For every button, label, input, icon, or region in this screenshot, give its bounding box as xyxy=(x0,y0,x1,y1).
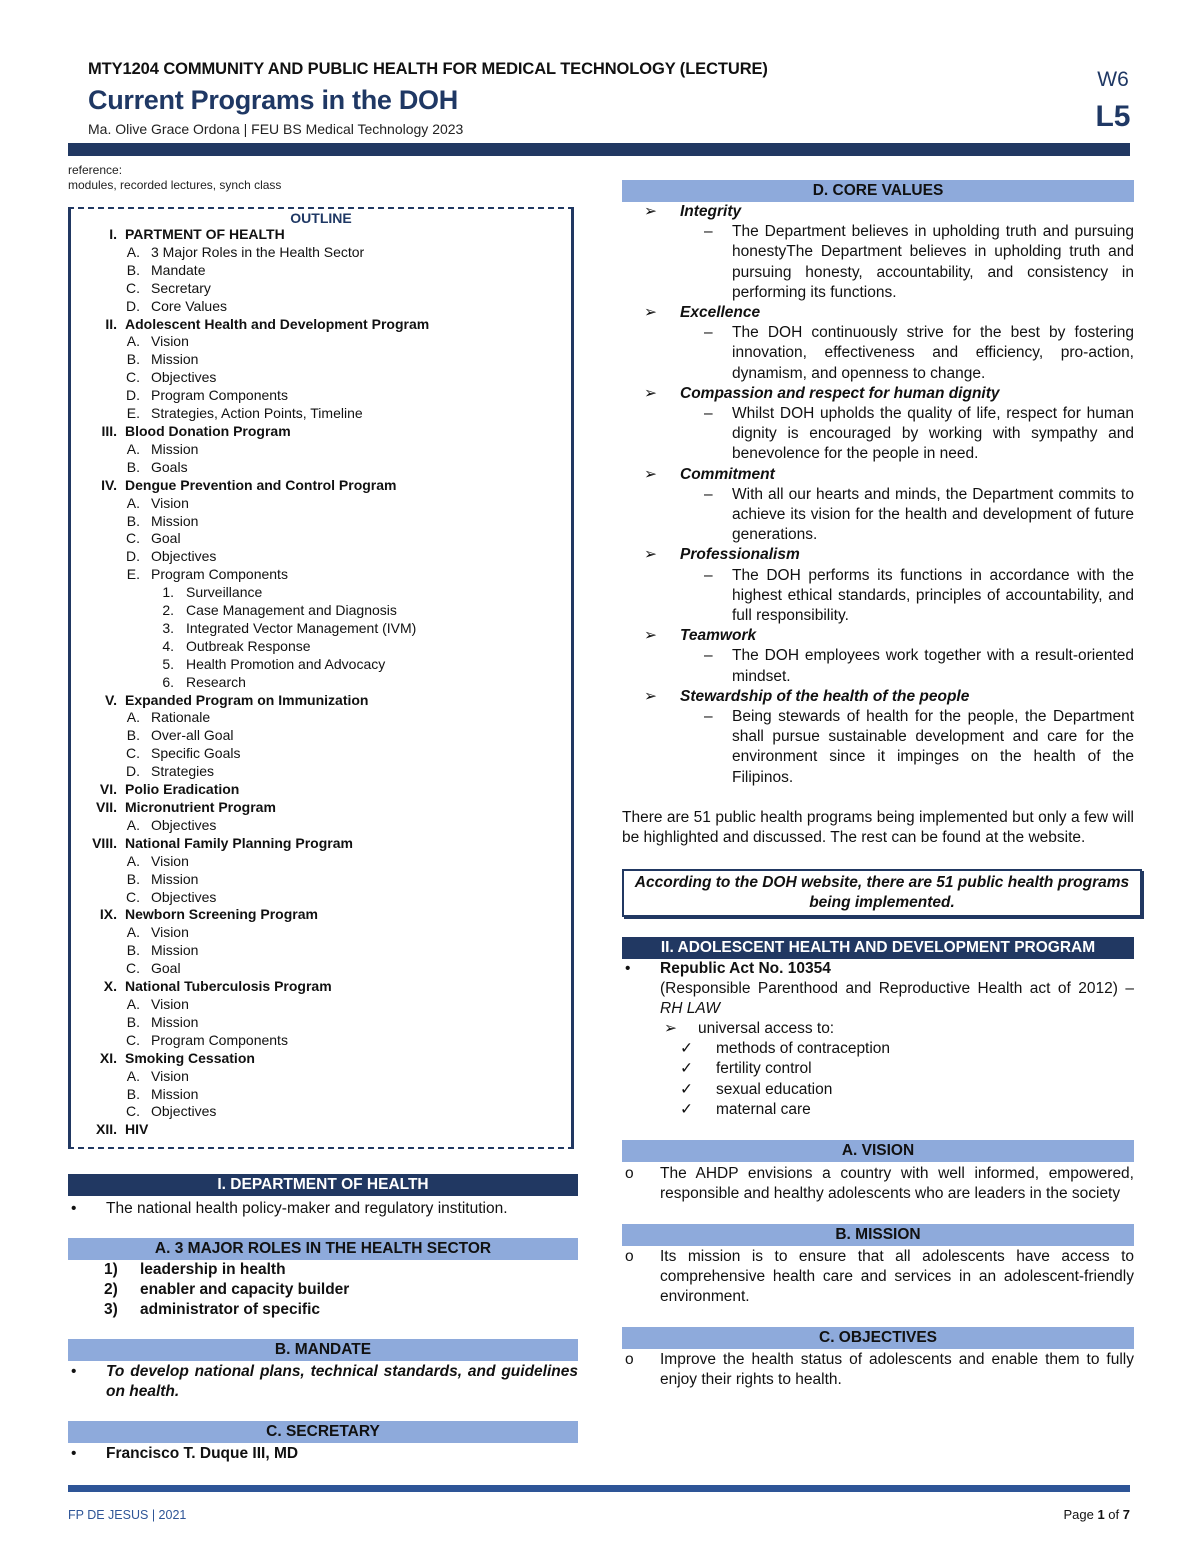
arrow-icon: ➢ xyxy=(644,384,657,402)
arrow-icon: ➢ xyxy=(644,627,657,645)
outline-text: Mission xyxy=(151,942,199,959)
secretary-name: Francisco T. Duque III, MD xyxy=(106,1445,299,1462)
outline-item xyxy=(71,942,571,960)
outline-list xyxy=(71,226,571,1139)
outline-number: 3. xyxy=(162,619,174,636)
outline-number: D. xyxy=(126,387,140,404)
programs-note: There are 51 public health programs being implemented but only a few will be highlighted and discussed. The rest can be found at the website. xyxy=(622,808,1134,847)
outline-number: A. xyxy=(126,995,140,1012)
list-item xyxy=(622,959,1134,979)
outline-number: B. xyxy=(126,870,140,887)
outline-text: Blood Donation Program xyxy=(125,422,291,439)
dash-icon: – xyxy=(704,647,713,665)
role-text: leadership in health xyxy=(140,1261,286,1278)
core-value-description xyxy=(622,323,1134,384)
outline-text: Vision xyxy=(151,924,189,941)
law-desc-text: (Responsible Parenthood and Reproductive Health act of 2012) – xyxy=(660,979,1134,997)
outline-item xyxy=(71,674,571,692)
core-value-text: The DOH performs its functions in accordance with the highest ethical standards, principles of accountability, and full responsibility. xyxy=(732,566,1134,625)
core-value-description xyxy=(622,707,1134,788)
outline-number: C. xyxy=(126,960,140,977)
outline-text: Objectives xyxy=(151,1103,217,1120)
outline-number: B. xyxy=(126,351,140,368)
callout-box: According to the DOH website, there are 51 public health programs being implemented. xyxy=(622,869,1142,917)
author-line: Ma. Olive Grace Ordona | FEU BS Medical Technology 2023 xyxy=(88,121,464,137)
list-item xyxy=(68,1260,578,1280)
outline-text: Research xyxy=(186,673,246,690)
dash-icon: – xyxy=(704,485,713,503)
outline-item xyxy=(71,1014,571,1032)
bullet-icon: • xyxy=(71,1200,77,1217)
core-value-text: The DOH employees work together with a result-oriented mindset. xyxy=(732,647,1134,685)
access-item-text: sexual education xyxy=(716,1080,833,1098)
outline-item xyxy=(71,405,571,423)
core-value-title: Professionalism xyxy=(680,546,800,564)
outline-item xyxy=(71,262,571,280)
outline-text: Mission xyxy=(151,1085,199,1102)
outline-number: B. xyxy=(126,1085,140,1102)
outline-item xyxy=(71,763,571,781)
section-heading-objectives: C. OBJECTIVES xyxy=(622,1327,1134,1349)
outline-box xyxy=(68,207,574,1149)
outline-item xyxy=(71,1050,571,1068)
outline-number: C. xyxy=(126,369,140,386)
outline-number: A. xyxy=(126,709,140,726)
core-value-text: The DOH continuously strive for the best by fostering innovation, effectiveness and efficiency, pro-action, dynamism, and openness to change. xyxy=(732,324,1134,382)
outline-item xyxy=(71,817,571,835)
circle-bullet-icon: o xyxy=(625,1247,634,1265)
core-value-description xyxy=(622,566,1134,627)
outline-item xyxy=(71,459,571,477)
outline-item xyxy=(71,889,571,907)
outline-text: Over-all Goal xyxy=(151,727,234,744)
total-pages: 7 xyxy=(1122,1507,1130,1522)
outline-item xyxy=(71,835,571,853)
outline-text: Mandate xyxy=(151,261,206,278)
core-value-item xyxy=(622,202,1134,222)
check-icon: ✓ xyxy=(680,1040,693,1058)
circle-bullet-icon: o xyxy=(625,1350,634,1368)
law-description xyxy=(660,979,1134,1019)
reference-block xyxy=(68,163,578,193)
footer-divider-bar xyxy=(68,1485,1130,1492)
outline-text: National Tuberculosis Program xyxy=(125,978,332,995)
outline-text: Surveillance xyxy=(186,584,263,601)
core-value-title: Excellence xyxy=(680,304,761,322)
outline-number: XI. xyxy=(99,1049,117,1066)
access-item xyxy=(622,1039,1134,1059)
outline-item xyxy=(71,351,571,369)
outline-number: E. xyxy=(126,405,140,422)
arrow-icon: ➢ xyxy=(644,203,657,220)
reference-sources: modules, recorded lectures, synch class xyxy=(68,178,282,192)
outline-item xyxy=(71,441,571,459)
check-icon: ✓ xyxy=(680,1060,693,1078)
bullet-icon: • xyxy=(71,1445,77,1462)
footer-credit: FP DE JESUS | 2021 xyxy=(68,1508,187,1522)
core-value-description xyxy=(622,222,1134,303)
outline-text: Outbreak Response xyxy=(186,637,311,654)
outline-text: Vision xyxy=(151,995,189,1012)
mission-text: Its mission is to ensure that all adolescents have access to comprehensive health care and services in an adolescent-friendly environment. xyxy=(660,1247,1134,1305)
outline-text: Mission xyxy=(151,440,199,457)
outline-number: A. xyxy=(126,494,140,511)
objectives-text: Improve the health status of adolescents and enable them to fully enjoy their rights to health. xyxy=(660,1350,1134,1388)
lesson-label: L5 xyxy=(1095,100,1131,133)
core-value-title: Commitment xyxy=(680,465,775,483)
roles-list xyxy=(68,1260,578,1320)
section-heading-secretary: C. SECRETARY xyxy=(68,1421,578,1443)
list-item xyxy=(622,979,1134,1019)
outline-number: III. xyxy=(101,422,117,439)
list-number: 3) xyxy=(104,1301,118,1318)
outline-number: X. xyxy=(103,978,117,995)
outline-text: Program Components xyxy=(151,566,288,583)
outline-title: OUTLINE xyxy=(290,210,352,226)
outline-text: Health Promotion and Advocacy xyxy=(186,655,386,672)
outline-item xyxy=(71,1103,571,1121)
outline-number: 5. xyxy=(162,655,174,672)
outline-number: E. xyxy=(126,566,140,583)
outline-text: Objectives xyxy=(151,816,217,833)
section-heading-mandate: B. MANDATE xyxy=(68,1339,578,1361)
outline-text: Objectives xyxy=(151,369,217,386)
outline-text: Strategies, Action Points, Timeline xyxy=(151,405,363,422)
outline-item xyxy=(71,871,571,889)
outline-text: Core Values xyxy=(151,297,228,314)
outline-item xyxy=(71,906,571,924)
access-item-text: fertility control xyxy=(716,1060,812,1078)
outline-item xyxy=(71,369,571,387)
page-title: Current Programs in the DOH xyxy=(88,85,458,115)
core-value-item xyxy=(622,626,1134,646)
outline-number: I. xyxy=(109,226,117,242)
page-number: Page 1 of 7 xyxy=(1063,1507,1130,1522)
role-text: administrator of specific xyxy=(140,1301,321,1318)
outline-item xyxy=(71,280,571,298)
outline-number: V. xyxy=(105,691,117,708)
list-item xyxy=(68,1362,578,1402)
outline-number: C. xyxy=(126,530,140,547)
core-value-item xyxy=(622,384,1134,404)
outline-item xyxy=(71,566,571,584)
outline-item xyxy=(71,924,571,942)
outline-text: Vision xyxy=(151,494,189,511)
bullet-icon: • xyxy=(71,1363,77,1380)
outline-number: IX. xyxy=(99,906,117,923)
outline-item xyxy=(71,1086,571,1104)
course-title: MTY1204 COMMUNITY AND PUBLIC HEALTH FOR MEDICAL TECHNOLOGY (LECTURE) xyxy=(88,60,768,78)
section-heading-ahdp: II. ADOLESCENT HEALTH AND DEVELOPMENT PROGRAM xyxy=(622,937,1134,959)
outline-number: B. xyxy=(126,727,140,744)
list-item xyxy=(68,1199,578,1219)
outline-number: VII. xyxy=(95,799,117,815)
dash-icon: – xyxy=(704,708,713,726)
outline-item xyxy=(71,226,571,244)
arrow-icon: ➢ xyxy=(664,1019,677,1037)
outline-item xyxy=(71,978,571,996)
outline-number: D. xyxy=(126,548,140,565)
outline-item xyxy=(71,996,571,1014)
core-values-list xyxy=(622,202,1134,788)
outline-number: A. xyxy=(126,333,140,350)
outline-number: 6. xyxy=(162,673,174,690)
outline-text: Vision xyxy=(151,1067,189,1084)
outline-number: 4. xyxy=(162,637,174,654)
outline-text: Mission xyxy=(151,512,199,529)
access-item xyxy=(622,1100,1134,1120)
outline-number: A. xyxy=(126,1067,140,1084)
dash-icon: – xyxy=(704,324,713,342)
outline-text: HIV xyxy=(125,1121,149,1138)
outline-item xyxy=(71,244,571,262)
outline-text: Smoking Cessation xyxy=(125,1049,255,1066)
outline-item xyxy=(71,1068,571,1086)
outline-item xyxy=(71,853,571,871)
list-number: 2) xyxy=(104,1281,118,1298)
outline-text: Rationale xyxy=(151,709,211,726)
access-item-text: methods of contraception xyxy=(716,1040,891,1058)
access-item xyxy=(622,1080,1134,1100)
outline-item xyxy=(71,513,571,531)
vision-text: The AHDP envisions a country with well informed, empowered, responsible and healthy adolescents who are leaders in the society xyxy=(660,1164,1134,1202)
section-heading-core-values: D. CORE VALUES xyxy=(622,180,1134,202)
outline-text: Objectives xyxy=(151,888,217,905)
list-item xyxy=(622,1247,1134,1307)
core-value-title: Teamwork xyxy=(680,627,757,645)
outline-number: 1. xyxy=(162,584,174,601)
outline-item xyxy=(71,692,571,710)
outline-text: Specific Goals xyxy=(151,745,241,762)
outline-number: C. xyxy=(126,1103,140,1120)
outline-text: Secretary xyxy=(151,279,211,296)
section-heading-mission: B. MISSION xyxy=(622,1224,1134,1246)
outline-item xyxy=(71,1032,571,1050)
core-value-item xyxy=(622,687,1134,707)
outline-number: C. xyxy=(126,888,140,905)
list-item xyxy=(622,1019,1134,1039)
core-value-text: The Department believes in upholding truth and pursuing honestyThe Department believes in upholding truth and pursuing honesty, accountability, and consistency in performing its functions. xyxy=(732,223,1134,301)
arrow-icon: ➢ xyxy=(644,465,657,483)
outline-number: A. xyxy=(126,816,140,833)
access-item xyxy=(622,1059,1134,1079)
outline-text: Program Components xyxy=(151,387,288,404)
reference-label: reference: xyxy=(68,163,123,177)
mandate-text: To develop national plans, technical standards, and guidelines on health. xyxy=(106,1363,578,1400)
outline-item xyxy=(71,298,571,316)
outline-number: C. xyxy=(126,1031,140,1048)
outline-number: B. xyxy=(126,1013,140,1030)
outline-text: Objectives xyxy=(151,548,217,565)
outline-text: Mission xyxy=(151,1013,199,1030)
section-heading-doh: I. DEPARTMENT OF HEALTH xyxy=(68,1174,578,1196)
core-value-item xyxy=(622,545,1134,565)
outline-text: Goal xyxy=(151,530,181,547)
outline-text: Adolescent Health and Development Program xyxy=(125,315,430,332)
core-value-item xyxy=(622,465,1134,485)
ahdp-content xyxy=(622,959,1134,1120)
outline-item xyxy=(71,316,571,334)
list-item xyxy=(622,1350,1134,1390)
outline-item xyxy=(71,495,571,513)
outline-text: Integrated Vector Management (IVM) xyxy=(186,619,417,636)
outline-number: B. xyxy=(126,261,140,278)
outline-text: Case Management and Diagnosis xyxy=(186,602,397,619)
outline-number: A. xyxy=(126,440,140,457)
outline-number: II. xyxy=(105,315,117,332)
outline-item xyxy=(71,387,571,405)
core-value-text: Being stewards of health for the people, the Department shall pursue sustainable development and care for the environment since it impinges on the health of the Filipinos. xyxy=(732,708,1134,786)
header-divider-bar xyxy=(68,143,1130,156)
outline-text: Strategies xyxy=(151,763,215,780)
core-value-title: Stewardship of the health of the people xyxy=(680,687,970,705)
outline-item xyxy=(71,423,571,441)
week-label: W6 xyxy=(1097,68,1129,91)
outline-item xyxy=(71,638,571,656)
bullet-icon: • xyxy=(625,959,631,977)
access-item-text: maternal care xyxy=(716,1100,811,1118)
dash-icon: – xyxy=(704,405,713,423)
law-short-name: RH LAW xyxy=(660,999,721,1017)
outline-text: Goal xyxy=(151,960,181,977)
outline-item xyxy=(71,1121,571,1139)
check-icon: ✓ xyxy=(680,1100,693,1118)
outline-text: Vision xyxy=(151,852,189,869)
outline-item xyxy=(71,745,571,763)
list-item xyxy=(68,1300,578,1320)
core-value-text: Whilst DOH upholds the quality of life, respect for human dignity is encouraged by working with sympathy and benevolence for the people in need. xyxy=(732,405,1134,463)
outline-text: National Family Planning Program xyxy=(125,834,353,851)
outline-item xyxy=(71,709,571,727)
outline-number: A. xyxy=(126,243,140,260)
check-icon: ✓ xyxy=(680,1080,693,1098)
outline-number: VIII. xyxy=(92,834,117,851)
outline-item xyxy=(71,602,571,620)
outline-number: A. xyxy=(126,924,140,941)
left-column xyxy=(68,163,578,1464)
section-heading-roles: A. 3 MAJOR ROLES IN THE HEALTH SECTOR xyxy=(68,1238,578,1260)
outline-text: Newborn Screening Program xyxy=(125,906,318,923)
core-value-description xyxy=(622,404,1134,465)
outline-number: B. xyxy=(126,942,140,959)
core-value-item xyxy=(622,303,1134,323)
current-page: 1 xyxy=(1097,1507,1105,1522)
outline-number: VI. xyxy=(99,781,117,798)
outline-item xyxy=(71,727,571,745)
outline-item xyxy=(71,620,571,638)
dash-icon: – xyxy=(704,223,713,241)
outline-text: PARTMENT OF HEALTH xyxy=(125,226,285,242)
core-value-description xyxy=(622,646,1134,686)
right-column xyxy=(622,180,1134,1390)
outline-number: IV. xyxy=(101,476,117,493)
section-heading-vision: A. VISION xyxy=(622,1140,1134,1162)
outline-number: C. xyxy=(126,279,140,296)
list-item xyxy=(622,1164,1134,1204)
outline-text: Mission xyxy=(151,351,199,368)
outline-text: Polio Eradication xyxy=(125,781,240,798)
core-value-text: With all our hearts and minds, the Department commits to achieve its vision for the health and development of future generations. xyxy=(732,485,1134,544)
outline-number: 2. xyxy=(162,602,174,619)
outline-number: XII. xyxy=(95,1121,117,1138)
outline-number: D. xyxy=(126,763,140,780)
circle-bullet-icon: o xyxy=(625,1164,634,1182)
core-value-description xyxy=(622,485,1134,546)
outline-item xyxy=(71,781,571,799)
outline-text: Dengue Prevention and Control Program xyxy=(125,476,397,493)
outline-text: Goals xyxy=(151,458,188,475)
core-value-title: Compassion and respect for human dignity xyxy=(680,384,1000,402)
outline-text: Expanded Program on Immunization xyxy=(125,691,369,708)
dash-icon: – xyxy=(704,566,713,584)
arrow-icon: ➢ xyxy=(644,546,657,564)
arrow-icon: ➢ xyxy=(644,304,657,322)
outline-text: Micronutrient Program xyxy=(125,799,276,815)
outline-item xyxy=(71,530,571,548)
list-item xyxy=(68,1444,578,1464)
outline-item xyxy=(71,656,571,674)
outline-number: B. xyxy=(126,458,140,475)
list-number: 1) xyxy=(104,1261,118,1278)
outline-text: Mission xyxy=(151,870,199,887)
outline-text: Program Components xyxy=(151,1031,288,1048)
core-value-title: Integrity xyxy=(680,203,742,220)
doh-description: The national health policy-maker and regulatory institution. xyxy=(106,1200,508,1217)
outline-item xyxy=(71,960,571,978)
outline-number: B. xyxy=(126,512,140,529)
outline-number: A. xyxy=(126,852,140,869)
law-title: Republic Act No. 10354 xyxy=(660,959,831,977)
outline-item xyxy=(71,333,571,351)
outline-text: 3 Major Roles in the Health Sector xyxy=(151,243,365,260)
access-list xyxy=(622,1039,1134,1120)
outline-item xyxy=(71,548,571,566)
list-item xyxy=(68,1280,578,1300)
outline-text: Vision xyxy=(151,333,189,350)
role-text: enabler and capacity builder xyxy=(140,1281,350,1298)
outline-item xyxy=(71,584,571,602)
outline-number: C. xyxy=(126,745,140,762)
outline-number: D. xyxy=(126,297,140,314)
outline-item xyxy=(71,799,571,817)
arrow-icon: ➢ xyxy=(644,687,657,705)
outline-item xyxy=(71,477,571,495)
document-header xyxy=(88,60,1133,137)
access-label: universal access to: xyxy=(698,1019,835,1037)
